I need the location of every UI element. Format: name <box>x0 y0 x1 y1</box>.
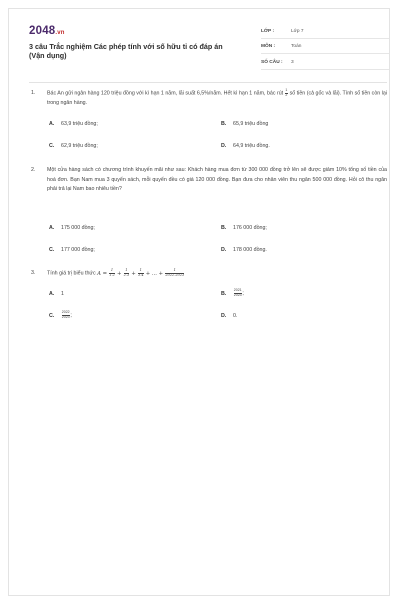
option-b[interactable]: B. $\frac{2021}{2023}$ ; <box>221 288 244 297</box>
meta-value: Toán <box>291 44 302 50</box>
option-c[interactable]: C. 62,9 triệu đồng; <box>49 143 98 149</box>
meta-label: LỚP : <box>261 28 275 34</box>
option-a[interactable]: A. 175 000 đồng; <box>49 225 95 231</box>
header-divider <box>29 82 387 83</box>
fraction-half: $\frac{1}{2}$ <box>285 88 288 97</box>
option-a[interactable]: A. 63,9 triệu đồng; <box>49 121 98 127</box>
brand-name: 2048 <box>29 25 56 37</box>
meta-row-class <box>261 25 389 39</box>
question-number: 2. <box>31 167 36 173</box>
question-3 <box>31 269 387 279</box>
option-c[interactable]: C. 177 000 đồng; <box>49 247 95 253</box>
brand-tld: .vn <box>55 30 65 36</box>
expression: A = $\frac{1}{1.2}$ + $\frac{1}{2.3}$ + $\frac{1}{3.4}$ + ... + $\frac{1}{2022.2023}$ <box>97 268 185 277</box>
brand-logo[interactable] <box>29 25 65 37</box>
meta-label: SỐ CÂU : <box>261 59 283 65</box>
option-a[interactable]: A. 1 <box>49 291 64 297</box>
option-c[interactable]: C. $\frac{2022}{2023}$ ; <box>49 310 72 319</box>
meta-row-count <box>261 56 389 70</box>
question-text: Tính giá trị biểu thức A = $\frac{1}{1.2}$ + $\frac{1}{2.3}$ + $\frac{1}{3.4}$ + ... + $\frac{1}{2022.2023}$ <box>47 268 185 277</box>
document-title: 3 câu Trắc nghiệm Các phép tính với số hữu tỉ có đáp án (Vận dụng) <box>29 42 223 60</box>
option-d[interactable]: D. 0. <box>221 313 238 319</box>
document-page <box>8 8 390 596</box>
question-text: Bác An gửi ngân hàng 120 triệu đồng với kì hạn 1 năm, lãi suất 6,5%/năm. Hết kì hạn 1 năm, bác rút $\frac{1}{2}$ số tiền (cả gốc và lãi). Tính số tiền còn lại trong ngân hàng. <box>47 88 387 107</box>
question-2 <box>31 166 387 195</box>
option-b[interactable]: B. 176 000 đồng; <box>221 225 267 231</box>
option-d[interactable]: D. 64,9 triệu đồng. <box>221 143 270 149</box>
option-d[interactable]: D. 178 000 đồng. <box>221 247 267 253</box>
meta-info <box>261 25 389 72</box>
option-b[interactable]: B. 65,9 triệu đồng <box>221 121 269 127</box>
meta-value: Lớp 7 <box>291 28 304 34</box>
question-1 <box>31 89 387 109</box>
question-text: Một cửa hàng sách có chương trình khuyến mãi như sau: Khách hàng mua đơn từ 300 000 đồng trở lên sẽ được giảm 10% tổng số tiền của hoá đơn. Bạn Nam mua 3 quyển sách, mỗi quyển đều có giá 120 000 đồng. Bạn đưa cho nhân viên thu ngân 500 000 đồng. Hỏi cô thu ngân phải trả lại Nam bao nhiêu tiền? <box>47 167 387 193</box>
question-number: 1. <box>31 90 36 96</box>
question-number: 3. <box>31 270 36 276</box>
meta-row-subject <box>261 41 389 55</box>
meta-value: 3 <box>291 59 294 65</box>
meta-label: MÔN : <box>261 44 276 50</box>
